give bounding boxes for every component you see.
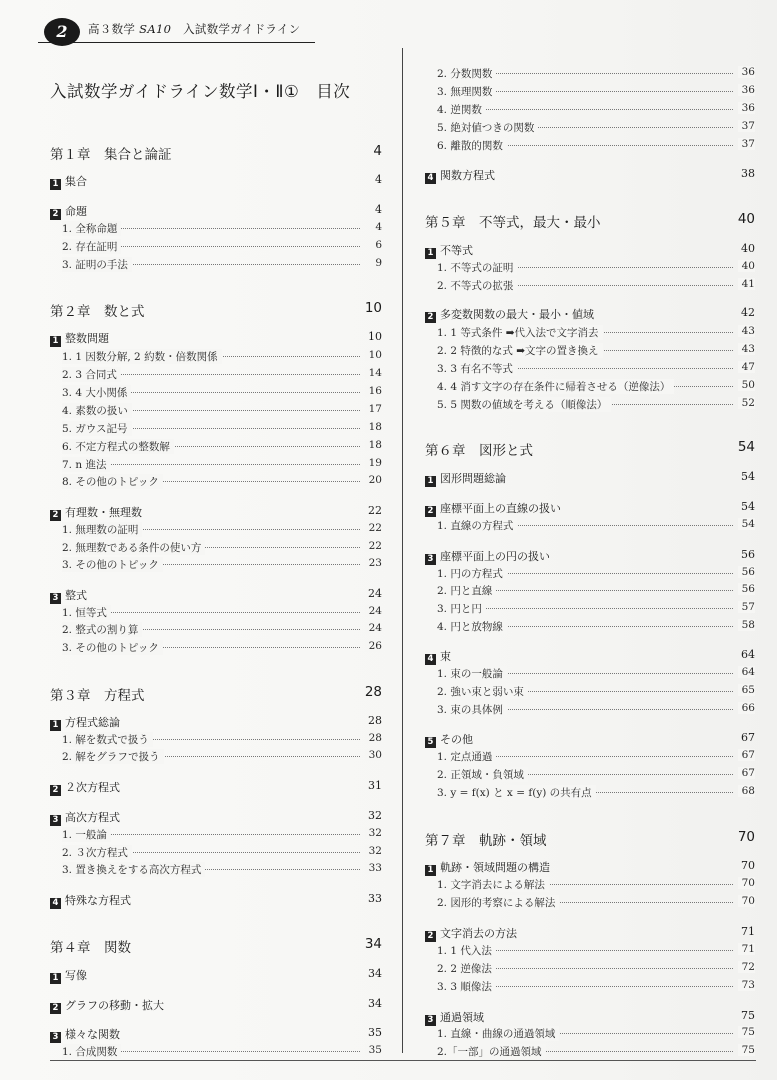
toc-entry xyxy=(62,367,382,383)
page-number-badge: 2 xyxy=(44,18,80,46)
page-number: 72 xyxy=(738,961,755,973)
section-number-badge: 1 xyxy=(425,248,436,259)
page-number: 70 xyxy=(738,877,755,889)
section-heading xyxy=(50,997,382,1013)
page-number: 40 xyxy=(737,211,755,227)
section-title: 様々な関数 xyxy=(65,1028,120,1041)
page-number: 64 xyxy=(741,648,755,661)
section-heading xyxy=(425,648,755,664)
section-title: 集合 xyxy=(65,175,87,188)
chapter-heading xyxy=(50,684,382,704)
chapter-heading xyxy=(425,211,755,231)
section-number-badge: 4 xyxy=(425,173,436,184)
section-title: 多変数関数の最大・最小・値域 xyxy=(440,308,594,321)
entry-title: 5. 5 関数の値域を考える（順像法） xyxy=(437,397,611,412)
page-number: 33 xyxy=(365,862,382,874)
section-heading xyxy=(50,779,382,795)
toc-entry xyxy=(437,66,755,82)
chapter-heading xyxy=(50,143,382,163)
entry-title: 5. 絶対値つきの関数 xyxy=(437,120,538,135)
section-heading xyxy=(50,587,382,603)
toc-entry xyxy=(62,522,382,538)
page-number: 54 xyxy=(741,470,755,483)
section-heading xyxy=(425,306,755,322)
toc-entry xyxy=(437,343,755,359)
chapter-title: 第１章 集合と論証 xyxy=(50,147,172,163)
page-number: 38 xyxy=(741,167,755,180)
toc-entry xyxy=(62,439,382,455)
chapter-heading xyxy=(50,936,382,956)
section-number-badge: 1 xyxy=(50,973,61,984)
section-number-badge: 2 xyxy=(50,209,61,220)
chapter-heading xyxy=(425,439,755,459)
page-number: 28 xyxy=(365,732,382,744)
chapter-heading xyxy=(425,829,755,849)
section-title: 軌跡・領域問題の構造 xyxy=(440,861,550,874)
page-number: 4 xyxy=(375,203,382,216)
page-number: 22 xyxy=(368,504,382,517)
toc-entry xyxy=(62,385,382,401)
section-heading xyxy=(425,859,755,875)
section-title: その他 xyxy=(440,733,473,746)
entry-title: 1. 全称命題 xyxy=(62,221,121,236)
toc-entry xyxy=(437,138,755,154)
toc-entry xyxy=(437,278,755,294)
entry-title: 3. 4 大小関係 xyxy=(62,385,131,400)
toc-entry xyxy=(437,979,755,995)
toc-entry xyxy=(437,666,755,682)
section-title: 方程式総論 xyxy=(65,716,120,729)
entry-title: 3. 束の具体例 xyxy=(437,702,507,717)
section-title: 整式 xyxy=(65,589,87,602)
section-number-badge: 4 xyxy=(50,898,61,909)
page-number: 16 xyxy=(365,385,382,397)
chapter-title: 第６章 図形と式 xyxy=(425,443,533,459)
toc-entry xyxy=(437,895,755,911)
section-heading xyxy=(425,167,755,183)
section-heading xyxy=(50,330,382,346)
section-heading xyxy=(425,925,755,941)
section-title: 座標平面上の直線の扱い xyxy=(440,502,561,515)
section-heading xyxy=(50,504,382,520)
page-number: 10 xyxy=(365,349,382,361)
toc-entry xyxy=(62,239,382,255)
entry-title: 7. n 進法 xyxy=(62,457,110,472)
section-heading xyxy=(425,731,755,747)
page-number: 65 xyxy=(738,684,755,696)
entry-title: 1. 1 代入法 xyxy=(437,943,496,958)
entry-title: 6. 離散的関数 xyxy=(437,138,507,153)
section-title: 束 xyxy=(440,650,451,663)
page-number: 43 xyxy=(738,343,755,355)
page-number: 67 xyxy=(741,731,755,744)
page-number: 56 xyxy=(738,583,755,595)
entry-title: 1. 一般論 xyxy=(62,827,111,842)
column-divider xyxy=(402,48,403,1053)
section-number-badge: 4 xyxy=(425,654,436,665)
page-number: 18 xyxy=(365,421,382,433)
toc-entry xyxy=(437,102,755,118)
page-number: 54 xyxy=(737,439,755,455)
toc-entry xyxy=(62,540,382,556)
page-number: 10 xyxy=(368,330,382,343)
page-number: 37 xyxy=(738,120,755,132)
section-number-badge: 1 xyxy=(50,720,61,731)
toc-entry xyxy=(437,684,755,700)
section-heading xyxy=(50,203,382,219)
section-heading xyxy=(50,967,382,983)
entry-title: 1. 不等式の証明 xyxy=(437,260,517,275)
chapter-title: 第４章 関数 xyxy=(50,940,131,956)
page-number: 4 xyxy=(371,221,382,233)
section-number-badge: 3 xyxy=(50,1032,61,1043)
page-number: 32 xyxy=(368,809,382,822)
entry-title: 2. 強い束と弱い束 xyxy=(437,684,528,699)
section-title: 座標平面上の円の扱い xyxy=(440,550,550,563)
page-number: 24 xyxy=(365,622,382,634)
page-number: 75 xyxy=(738,1044,755,1056)
page-number: 35 xyxy=(365,1044,382,1056)
toc-entry xyxy=(62,605,382,621)
section-number-badge: 3 xyxy=(50,593,61,604)
section-number-badge: 1 xyxy=(425,476,436,487)
page-number: 36 xyxy=(738,84,755,96)
entry-title: 2. 図形的考察による解法 xyxy=(437,895,559,910)
entry-title: 1. 定点通過 xyxy=(437,749,496,764)
entry-title: 8. その他のトピック xyxy=(62,474,163,489)
entry-title: 2. 分数関数 xyxy=(437,66,496,81)
page-number: 4 xyxy=(375,173,382,186)
section-title: 高次方程式 xyxy=(65,811,120,824)
section-number-badge: 2 xyxy=(50,1003,61,1014)
chapter-heading xyxy=(50,300,382,320)
entry-title: 2. 3 合同式 xyxy=(62,367,121,382)
section-heading xyxy=(50,809,382,825)
entry-title: 2. 不等式の拡張 xyxy=(437,278,517,293)
toc-entry xyxy=(62,827,382,843)
entry-title: 1. 束の一般論 xyxy=(437,666,507,681)
chapter-title: 第３章 方程式 xyxy=(50,688,145,704)
section-heading xyxy=(425,1009,755,1025)
entry-title: 1. 直線・曲線の通過領域 xyxy=(437,1026,559,1041)
page-number: 26 xyxy=(365,640,382,652)
toc-entry xyxy=(62,474,382,490)
page-number: 31 xyxy=(368,779,382,792)
section-title: 整数問題 xyxy=(65,332,109,345)
section-heading xyxy=(425,500,755,516)
entry-title: 3. 証明の手法 xyxy=(62,257,132,272)
entry-title: 1. 文字消去による解法 xyxy=(437,877,549,892)
entry-title: 4. 円と放物線 xyxy=(437,619,507,634)
page-number: 56 xyxy=(741,548,755,561)
section-number-badge: 2 xyxy=(425,931,436,942)
section-heading xyxy=(50,173,382,189)
toc-entry xyxy=(437,566,755,582)
page-number: 28 xyxy=(368,714,382,727)
section-title: 関数方程式 xyxy=(440,169,495,182)
page-number: 41 xyxy=(738,278,755,290)
section-title: 命題 xyxy=(65,205,87,218)
page-number: 22 xyxy=(365,540,382,552)
entry-title: 1. 無理数の証明 xyxy=(62,522,142,537)
page-number: 75 xyxy=(738,1026,755,1038)
page-number: 67 xyxy=(738,749,755,761)
entry-title: 2. ３次方程式 xyxy=(62,845,132,860)
page-number: 70 xyxy=(738,895,755,907)
page-number: 23 xyxy=(365,557,382,569)
page-number: 67 xyxy=(738,767,755,779)
toc-entry xyxy=(62,640,382,656)
page-number: 33 xyxy=(368,892,382,905)
toc-entry xyxy=(62,622,382,638)
section-number-badge: 1 xyxy=(50,336,61,347)
toc-entry xyxy=(437,943,755,959)
page-number: 73 xyxy=(738,979,755,991)
entry-title: 4. 4 消す文字の存在条件に帰着させる（逆像法） xyxy=(437,379,674,394)
page-number: 40 xyxy=(738,260,755,272)
page-number: 36 xyxy=(738,66,755,78)
page-number: 36 xyxy=(738,102,755,114)
page-number: 9 xyxy=(371,257,382,269)
section-title: 特殊な方程式 xyxy=(65,894,131,907)
section-number-badge: 3 xyxy=(425,554,436,565)
page-number: 54 xyxy=(741,500,755,513)
entry-title: 3. 円と円 xyxy=(437,601,486,616)
toc-entry xyxy=(437,361,755,377)
page-number: 75 xyxy=(741,1009,755,1022)
entry-title: 1. 円の方程式 xyxy=(437,566,507,581)
entry-title: 1. 恒等式 xyxy=(62,605,111,620)
page-number: 54 xyxy=(738,518,755,530)
section-number-badge: 5 xyxy=(425,737,436,748)
section-heading xyxy=(50,892,382,908)
toc-entry xyxy=(437,84,755,100)
toc-entry xyxy=(437,379,755,395)
toc-entry xyxy=(437,397,755,413)
entry-title: 2. 存在証明 xyxy=(62,239,121,254)
toc-entry xyxy=(437,260,755,276)
toc-entry xyxy=(437,785,755,801)
toc-entry xyxy=(62,845,382,861)
toc-left-column xyxy=(50,0,382,1060)
page-number: 58 xyxy=(738,619,755,631)
page-number: 34 xyxy=(368,997,382,1010)
entry-title: 1. 合成関数 xyxy=(62,1044,121,1059)
page-number: 30 xyxy=(365,749,382,761)
page-number: 71 xyxy=(741,925,755,938)
page-number: 17 xyxy=(365,403,382,415)
section-heading xyxy=(425,548,755,564)
section-number-badge: 3 xyxy=(50,815,61,826)
toc-entry xyxy=(437,325,755,341)
page-number: 35 xyxy=(368,1026,382,1039)
section-heading xyxy=(50,1026,382,1042)
page-number: 66 xyxy=(738,702,755,714)
section-number-badge: 2 xyxy=(50,510,61,521)
section-heading xyxy=(50,714,382,730)
page-number: 32 xyxy=(365,827,382,839)
section-number-badge: 2 xyxy=(50,785,61,796)
section-number-badge: 2 xyxy=(425,506,436,517)
entry-title: 3. 3 順像法 xyxy=(437,979,496,994)
section-title: 写像 xyxy=(65,969,87,982)
section-number-badge: 2 xyxy=(425,312,436,323)
toc-entry xyxy=(62,403,382,419)
toc-entry xyxy=(437,619,755,635)
toc-entry xyxy=(62,457,382,473)
toc-entry xyxy=(437,120,755,136)
entry-title: 2. 円と直線 xyxy=(437,583,496,598)
page-number: 52 xyxy=(738,397,755,409)
page-number: 37 xyxy=(738,138,755,150)
toc-entry xyxy=(62,221,382,237)
section-number-badge: 1 xyxy=(425,865,436,876)
page-number: 19 xyxy=(365,457,382,469)
page-number: 6 xyxy=(371,239,382,251)
series-code: SA10 xyxy=(139,22,172,36)
entry-title: 2. 正領域・負領域 xyxy=(437,767,528,782)
entry-title: 1. 直線の方程式 xyxy=(437,518,517,533)
section-title: グラフの移動・拡大 xyxy=(65,999,164,1012)
page-number: 50 xyxy=(738,379,755,391)
entry-title: 3. 無理関数 xyxy=(437,84,496,99)
toc-entry xyxy=(437,583,755,599)
section-title: 図形問題総論 xyxy=(440,472,506,485)
toc-entry xyxy=(437,877,755,893)
page-number: 68 xyxy=(738,785,755,797)
entry-title: 2. 2 特徴的な式 ➡文字の置き換え xyxy=(437,343,603,358)
toc-entry xyxy=(437,1026,755,1042)
page-number: 18 xyxy=(365,439,382,451)
toc-entry xyxy=(62,257,382,273)
page-number: 22 xyxy=(365,522,382,534)
page-number: 34 xyxy=(368,967,382,980)
toc-entry xyxy=(437,702,755,718)
toc-entry xyxy=(437,1044,755,1060)
entry-title: 5. ガウス記号 xyxy=(62,421,132,436)
entry-title: 3. 3 有名不等式 xyxy=(437,361,517,376)
page-number: 14 xyxy=(365,367,382,379)
toc-entry xyxy=(62,1044,382,1060)
section-title: ２次方程式 xyxy=(65,781,120,794)
toc-entry xyxy=(62,732,382,748)
page-number: 34 xyxy=(364,936,382,952)
page-number: 4 xyxy=(373,143,382,159)
toc-entry xyxy=(62,421,382,437)
toc-entry xyxy=(437,518,755,534)
page-number: 70 xyxy=(737,829,755,845)
page-number: 57 xyxy=(738,601,755,613)
entry-title: 3. y = f(x) と x = f(y) の共有点 xyxy=(437,785,596,800)
page-number: 20 xyxy=(365,474,382,486)
page-number: 71 xyxy=(738,943,755,955)
entry-title: 3. その他のトピック xyxy=(62,640,163,655)
page-number: 28 xyxy=(364,684,382,700)
entry-title: 2.「一部」の通過領域 xyxy=(437,1044,546,1059)
chapter-title: 第７章 軌跡・領域 xyxy=(425,833,547,849)
page-number: 70 xyxy=(741,859,755,872)
entry-title: 1. 1 等式条件 ➡代入法で文字消去 xyxy=(437,325,603,340)
page-number: 40 xyxy=(741,242,755,255)
toc-title: 入試数学ガイドライン数学Ⅰ・Ⅱ① 目次 xyxy=(50,82,351,101)
entry-title: 4. 逆関数 xyxy=(437,102,486,117)
chapter-title: 第２章 数と式 xyxy=(50,304,145,320)
entry-title: 1. 1 因数分解, 2 約数・倍数関係 xyxy=(62,349,222,364)
page-number: 43 xyxy=(738,325,755,337)
toc-entry xyxy=(437,601,755,617)
toc-entry xyxy=(437,749,755,765)
page-number: 24 xyxy=(365,605,382,617)
page-number: 24 xyxy=(368,587,382,600)
section-heading xyxy=(425,470,755,486)
toc-right-column xyxy=(425,0,755,1060)
entry-title: 6. 不定方程式の整数解 xyxy=(62,439,174,454)
section-title: 有理数・無理数 xyxy=(65,506,142,519)
entry-title: 3. その他のトピック xyxy=(62,557,163,572)
toc-entry xyxy=(437,961,755,977)
entry-title: 2. 整式の割り算 xyxy=(62,622,142,637)
entry-title: 2. 無理数である条件の使い方 xyxy=(62,540,205,555)
section-title: 不等式 xyxy=(440,244,473,257)
toc-entry xyxy=(437,767,755,783)
entry-title: 2. 2 逆像法 xyxy=(437,961,496,976)
series-prefix: 高３数学 xyxy=(88,22,136,36)
toc-entry xyxy=(62,862,382,878)
bottom-rule xyxy=(50,1060,756,1061)
page-number: 10 xyxy=(364,300,382,316)
chapter-title: 第５章 不等式，最大・最小 xyxy=(425,215,601,231)
toc-entry xyxy=(62,557,382,573)
entry-title: 3. 置き換えをする高次方程式 xyxy=(62,862,205,877)
section-heading xyxy=(425,242,755,258)
entry-title: 2. 解をグラフで扱う xyxy=(62,749,164,764)
section-number-badge: 1 xyxy=(50,179,61,190)
page-number: 56 xyxy=(738,566,755,578)
entry-title: 1. 解を数式で扱う xyxy=(62,732,153,747)
toc-entry xyxy=(62,349,382,365)
section-number-badge: 3 xyxy=(425,1015,436,1026)
section-title: 通過領域 xyxy=(440,1011,484,1024)
entry-title: 4. 素数の扱い xyxy=(62,403,132,418)
page-number: 64 xyxy=(738,666,755,678)
section-title: 文字消去の方法 xyxy=(440,927,517,940)
series-title: 入試数学ガイドライン xyxy=(183,22,301,36)
page-number: 47 xyxy=(738,361,755,373)
page-number: 32 xyxy=(365,845,382,857)
toc-entry xyxy=(62,749,382,765)
page-number: 42 xyxy=(741,306,755,319)
